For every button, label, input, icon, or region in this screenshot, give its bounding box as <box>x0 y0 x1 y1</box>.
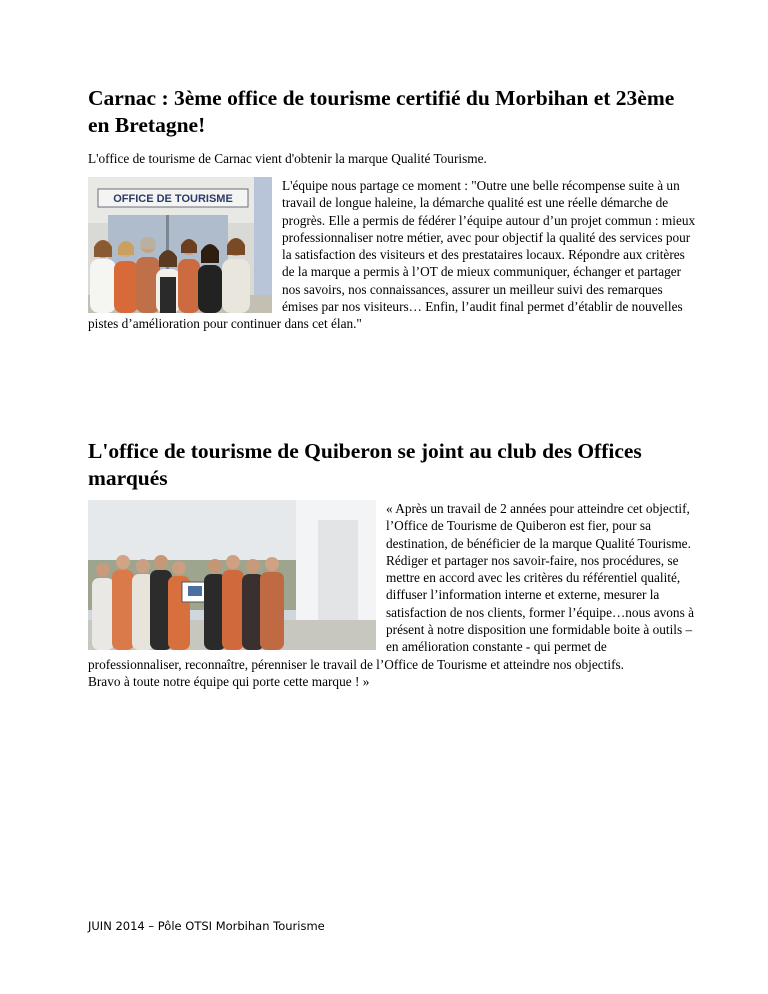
article-2-body: « Après un travail de 2 années pour atteindre cet objectif, l’Office de Tourisme de Quiberon est fier, pour sa destination, de bénéficier de la marque Qualité Tourisme. Rédiger et partager nos savoir-faire, nos procédures, se mettre en accord avec les critères du référentiel qualité, diffuser l’information interne et externe, mesurer la satisfaction de nos clients, former l’équipe…nous avons à présent à notre disposition une formidable boite à outils – en amélioration constante - qui permet de professionnaliser, reconnaître, pérenniser le travail de l’Office de Tourisme et atteindre nos objectifs. <box>88 501 694 672</box>
quiberon-team-photo <box>88 500 376 650</box>
article-1-body: L'équipe nous partage ce moment : "Outre une belle récompense suite à un travail de longue haleine, la démarche qualité est une réelle démarche de progrès. Elle a permis de fédérer l’équipe autour d’un projet commun : mieux professionnaliser notre métier, avec pour objectif la qualité des services pour la satisfaction des visiteurs et des prestataires locaux. Répondre aux critères de la marque a permis à l’OT de mieux communiquer, échanger et partager nos savoirs, nos connaissances, assurer un meilleur suivi des remarques émises par nos visiteurs… Enfin, l’audit final permet d’établir de nouvelles pistes d’amélioration pour continuer dans cet élan." <box>88 178 696 332</box>
office-sign-text: OFFICE DE TOURISME <box>113 193 233 205</box>
page-footer: JUIN 2014 – Pôle OTSI Morbihan Tourisme <box>88 919 325 933</box>
article-1-intro: L'office de tourisme de Carnac vient d'obtenir la marque Qualité Tourisme. <box>88 151 487 166</box>
article-1 <box>88 177 700 333</box>
article-1-title: Carnac : 3ème office de tourisme certifié du Morbihan et 23ème en Bretagne! <box>88 86 675 137</box>
article-2 <box>88 500 700 690</box>
article-2-closing: Bravo à toute notre équipe qui porte cette marque ! » <box>88 673 370 689</box>
carnac-staff-photo <box>88 177 272 313</box>
staff-group-photo-icon <box>88 177 272 313</box>
team-with-certificate-photo-icon <box>88 500 376 650</box>
article-2-title: L'office de tourisme de Quiberon se joint au club des Offices marqués <box>88 439 642 490</box>
